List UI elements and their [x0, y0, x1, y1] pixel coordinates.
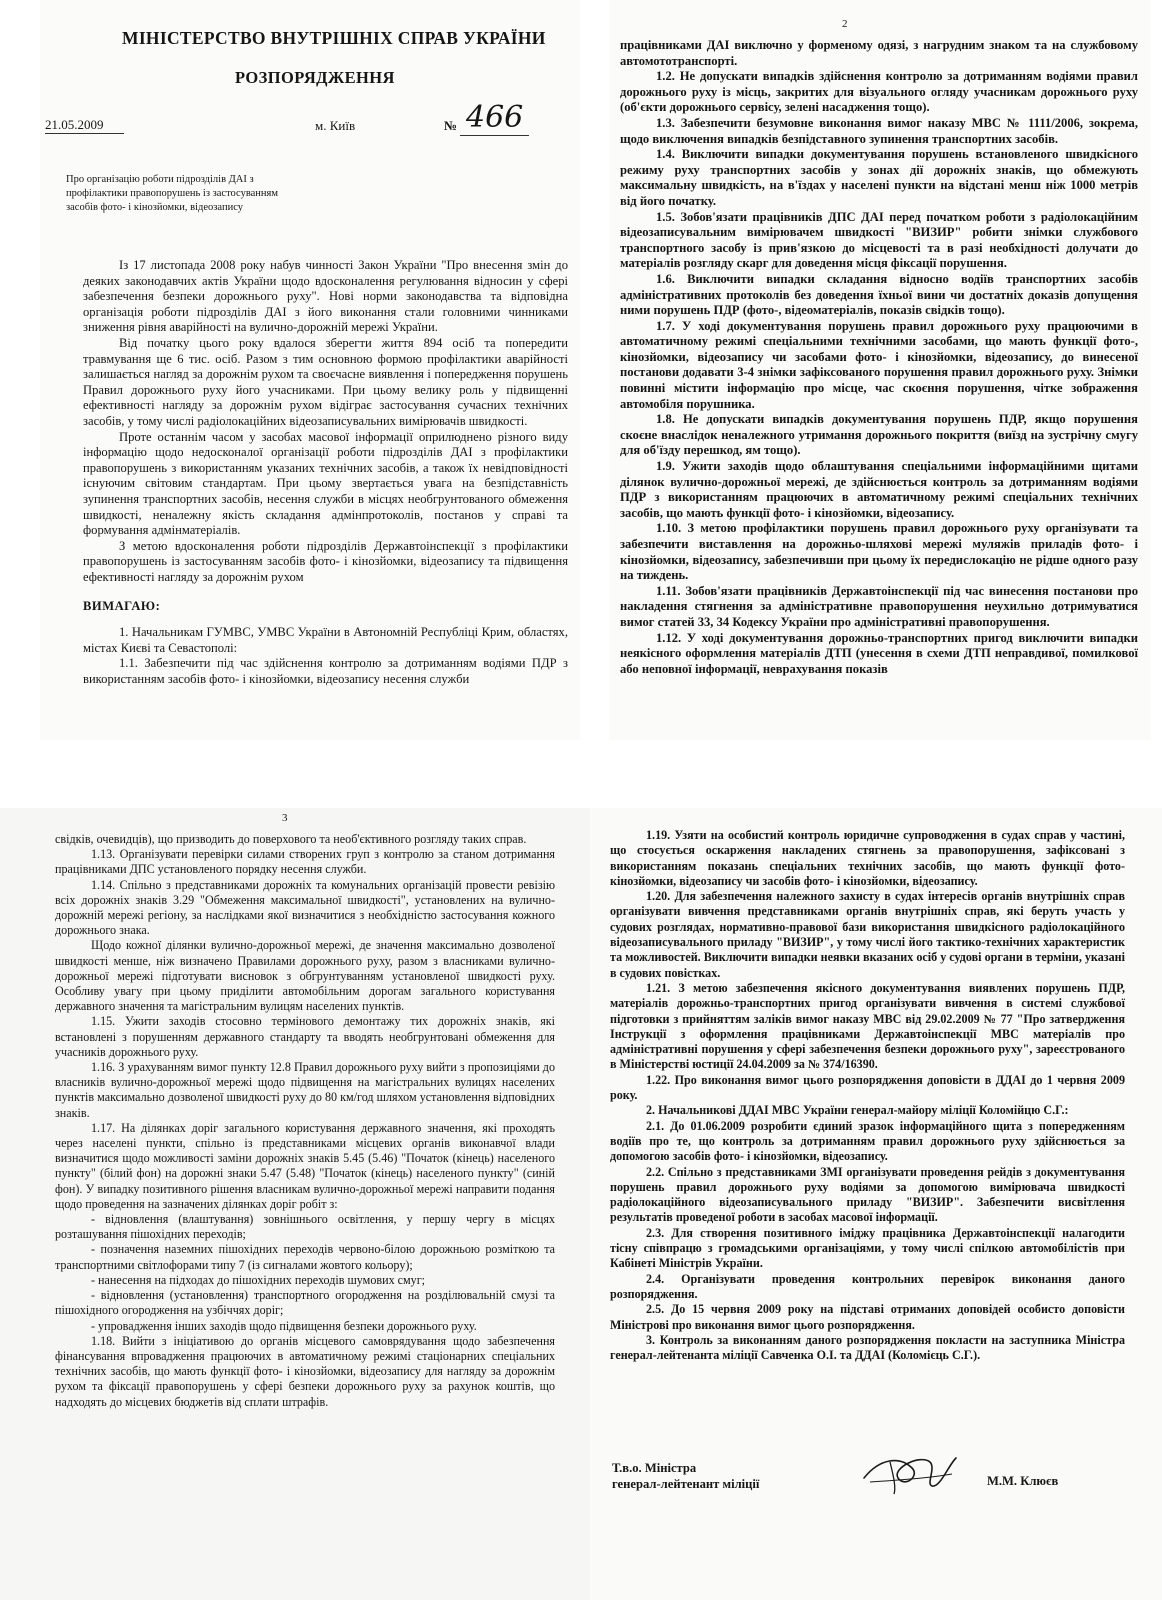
order-city: м. Київ: [315, 118, 356, 133]
paragraph: Щодо кожної ділянки вулично-дорожньої мережі, де значення максимально дозволеної швидкості менше, ніж визначено Правилами дорожнього руху, разом з власниками вулично-дорожньої мережі підготувати висновок з обгрунтуванням установленої швидкості руху. Особливу увагу при цьому приділити автомобільним дорогам загального користування державного значення та магістральним вулицям населених пунктів.: [55, 938, 555, 1014]
signature-mark: [860, 1448, 960, 1496]
paragraph: 3. Контроль за виконанням даного розпорядження покласти на заступника Міністра генерал-лейтенанта міліції Савченка О.І. та ДДАІ (Коломієць С.Г.).: [610, 1332, 1125, 1363]
page-number: 3: [282, 812, 288, 824]
page-3-body: [55, 832, 555, 1410]
paragraph: 2.1. До 01.06.2009 розробити єдиний зразок інформаційного щита з попередженням водіїв про те, що контроль за дотриманням правил дорожнього руху здійснюється за допомогою засобів фото- і кінозйомки, відеозапису.: [610, 1118, 1125, 1164]
signatory-position: [612, 1460, 759, 1492]
document-page-3: [0, 808, 590, 1600]
order-number-label: №: [444, 118, 458, 133]
paragraph: 2. Начальникові ДДАІ МВС України генерал-майору міліції Коломійцю С.Г.:: [646, 1103, 1069, 1118]
paragraph: 1.4. Виключити випадки документування порушень встановленого швидкісного режиму руху транспортних засобів у зонах дії дорожніх знаків, що обмежують максимальну швидкість, на в'їздах у населені пункти на відстані менш ніж 1000 метрів від його початку.: [620, 147, 1138, 208]
paragraph: 1.20. Для забезпечення належного захисту в судах інтересів органів внутрішніх справ організувати вивчення представниками органів внутрішніх справ, які беруть участь у судових розглядах, нормативно-правової бази використання швидкісного радіолокаційного відеозаписувального приладу "ВИЗИР", у тому числі його тактико-технічних характеристик та можливостей. Виключити випадки неявки вказаних осіб у судові органи в терміни, указані в судових повістках.: [610, 889, 1125, 980]
paragraph: Від початку цього року вдалося зберегти життя 894 осіб та попередити травмування ще 6 тис. осіб. Разом з тим основною формою профілактики аварійності залишається нагляд за дорожнім рухом та своєчасне виявлення і попередження порушень Правил дорожнього руху його учасниками. При цьому велику роль у підвищенні ефективності нагляду за дорожнім рухом відіграє застосування сучасних технічних засобів, у тому числі радіолокаційних відеозаписувальних вимірювачів швидкості.: [83, 335, 568, 428]
paragraph: 1.11. Зобов'язати працівників Державтоінспекції під час винесення постанови про накладення стягнення за адміністративне правопорушення неухильно дотримуватися вимог статей 33, 34 Кодексу України про адміністративні правопорушення.: [620, 583, 1138, 629]
document-page-4: [590, 808, 1162, 1600]
paragraph: 2.2. Спільно з представниками ЗМІ організувати проведення рейдів з документування порушень правил дорожнього руху водіями за допомогою вимірювача швидкості радіолокаційного відеозаписувального приладу "ВИЗИР". Забезпечити висвітлення результатів проведеної роботи в засобах масової інформації.: [610, 1164, 1125, 1225]
page-number: 2: [842, 18, 848, 30]
signatory-name: М.М. Клюєв: [987, 1474, 1059, 1488]
paragraph: 1.13. Організувати перевірки силами створених груп з контролю за станом дотримання працівниками ДПС установленого порядку несення служби.: [55, 847, 555, 877]
paragraph: 1.8. Не допускати випадків документування порушень ПДР, якщо порушення скоєне внаслідок неналежного утримання дорожнього покриття (виїзд на зустрічну смугу для об'їзду перешкод, ям тощо).: [620, 412, 1138, 458]
paragraph: свідків, очевидців), що призводить до поверхового та необ'єктивного розгляду таких справ.: [55, 832, 527, 846]
paragraph: 2.3. Для створення позитивного іміджу працівника Державтоінспекції налагодити тісну співпрацю з громадськими організаціями, у тому числі спілкою автомобілістів при Кабінеті Міністрів України.: [610, 1225, 1125, 1271]
page-1-body: [83, 258, 568, 687]
paragraph: 1.5. Зобов'язати працівників ДПС ДАІ перед початком роботи з радіолокаційним відеозаписувальним вимірювачем швидкості "ВИЗИР" робити знімки службового транспортного засобу із прив'язкою до місцевості та в разі необхідності долучати до матеріалів розгляду скарг для доведення місця фіксації порушення.: [620, 209, 1138, 271]
paragraph: 2.5. До 15 червня 2009 року на підставі отриманих доповідей особисто доповісти Міністрові про виконання вимог цього розпорядження.: [610, 1302, 1125, 1332]
document-page-1: [40, 0, 580, 740]
paragraph: 1.18. Вийти з ініціативою до органів місцевого самоврядування щодо забезпечення фінансування впровадження працюючих в автоматичному режимі стаціонарних спеціальних технічних засобів, що мають функції фото- і кінозйомки, відеозапису для нагляду за дорожнім рухом та фіксації правопорушень у сфері безпеки дорожнього руху за рахунок коштів, що надходять до місцевих бюджетів від сплати штрафів.: [55, 1333, 555, 1409]
page-2-body: [620, 38, 1138, 677]
paragraph: 1.19. Узяти на особистий контроль юридичне супроводження в судах справ у частині, що стосується оскарження накладених стягнень за правопорушення, зафіксовані з використанням показань спеціальних технічних засобів, що мають функції фото- кінозйомки, відеозапису чи засобів фото- і кінозйомки, відеозапису.: [610, 828, 1125, 888]
order-title: РОЗПОРЯДЖЕННЯ: [235, 68, 395, 87]
paragraph: 1.15. Ужити заходів стосовно термінового демонтажу тих дорожніх знаків, які встановлені з порушенням державного стандарту та вводять необгрунтовані обмеження для учасників дорожнього руху.: [55, 1014, 555, 1059]
order-date: 21.05.2009: [45, 117, 124, 134]
paragraph: 1. Начальникам ГУМВС, УМВС України в Автономній Республіці Крим, областях, містах Києві та Севастополі:: [83, 625, 568, 655]
paragraph: 2.4. Організувати проведення контрольних перевірок виконання даного розпорядження.: [610, 1271, 1125, 1301]
order-subject: Про організацію роботи підрозділів ДАІ з профілактики правопорушень із застосуванням засобів фото- і кінозйомки, відеозапису: [66, 174, 279, 213]
paragraph: 1.1. Забезпечити під час здійснення контролю за дотриманням водіями ПДР з використанням засобів фото- і кінозйомки, відеозапису несення служби: [83, 656, 568, 686]
page-4-body: [610, 828, 1125, 1363]
ministry-heading: МІНІСТЕРСТВО ВНУТРІШНІХ СПРАВ УКРАЇНИ: [122, 28, 546, 48]
paragraph: Проте останнім часом у засобах масової інформації оприлюднено різного виду інформацію щодо недосконалої організації роботи підрозділів ДАІ з профілактики правопорушень з використанням указаних технічних засобів, а також їх невідповідності існуючим світовим стандартам. При цьому звертається увага на безпідставність зупинення транспортних засобів, несення служби в місцях необгрунтованого обмеження швидкості, неналежну якість складання адмінпротоколів, постанов у справі та формування адмінматеріалів.: [83, 429, 568, 538]
signatory-rank: генерал-лейтенант міліції: [612, 1477, 760, 1491]
paragraph: 1.7. У ході документування порушень правил дорожнього руху працюючими в автоматичному режимі спеціальними технічними засобами, що мають функції фото-, кінозйомки, відеозапису чи засобами фото- і кінозйомки, відеозапису, до винесеної постанови додавати 3-4 знімки зафіксованого порушення правил дорожнього руху. Знімки повинні містити інформацію про місце, час скоєння порушення, чітке зображення автомобіля порушника.: [620, 318, 1138, 411]
paragraph: працівниками ДАІ виключно у форменому одязі, з нагрудним знаком та на службовому автомототранспорті.: [620, 38, 1138, 68]
list-item: - позначення наземних пішохідних переходів червоно-білою дорожньою розміткою та транспортними світлофорами типу 7 (із сигналами жовтого кольору);: [55, 1242, 555, 1272]
list-item: - упровадження інших заходів щодо підвищення безпеки дорожнього руху.: [91, 1318, 477, 1333]
paragraph: 1.21. З метою забезпечення якісного документування виявлених порушень ПДР, матеріалів дорожньо-транспортних пригод організувати вивчення в системі службової підготовки з прийняттям заліків вимог наказу МВС від 29.02.2009 № 77 "Про затвердження Інструкції з оформлення працівниками Державтоінспекції МВС матеріалів про адміністративні порушення у сфері забезпечення безпеки дорожнього руху", зареєстрованого в Міністерстві юстиції 24.04.2009 за № 374/16390.: [610, 980, 1125, 1072]
paragraph: 1.10. З метою профілактики порушень правил дорожнього руху організувати та забезпечити виставлення на дорожньо-шляхові мережі муляжів приладів фото- і кінозйомки, відеозапису, забезпечивши при цьому їх передислокацію не рідше одного разу на тиждень.: [620, 521, 1138, 583]
paragraph: З метою вдосконалення роботи підрозділів Державтоінспекції з профілактики правопорушень із застосуванням засобів фото- і кінозйомки, відеозапису та підвищення ефективності нагляду за дорожнім рухом: [83, 538, 568, 584]
paragraph: 1.6. Виключити випадки складання відносно водіїв транспортних засобів адміністративних протоколів без доведення їхньої вини чи достатніх доказів допущення ними порушень ПДР (фото-, відеоматеріалів, показів свідків тощо).: [620, 271, 1138, 318]
paragraph: 1.14. Спільно з представниками дорожніх та комунальних організацій провести ревізію всіх дорожніх знаків 3.29 "Обмеження максимальної швидкості", установлених на вулично-дорожній мережі регіону, за наслідками якої визначитися з необхідністю застосування кожного дорожнього знака.: [55, 877, 555, 938]
demand-heading: ВИМАГАЮ:: [83, 599, 161, 614]
paragraph: 1.16. З урахуванням вимог пункту 12.8 Правил дорожнього руху вийти з пропозиціями до власників вулично-дорожньої мережі щодо підвищення на магістральних вулицях населених пунктів максимально дозволеної швидкості руху до 80 км/год шляхом установлення відповідних знаків.: [55, 1060, 555, 1120]
list-item: - нанесення на підходах до пішохідних переходів шумових смуг;: [91, 1272, 426, 1287]
document-page-2: [610, 0, 1150, 740]
paragraph: Із 17 листопада 2008 року набув чинності Закон України "Про внесення змін до деяких законодавчих актів України щодо вдосконалення регулювання відносин у сфері забезпечення безпеки дорожнього руху". Нові норми законодавства та відповідна організація роботи підрозділів ДАІ з його виконання стали головними чинниками зниження рівня аварійності на вулично-дорожній мережі України.: [83, 258, 568, 335]
paragraph: 1.22. Про виконання вимог цього розпорядження доповісти в ДДАІ до 1 червня 2009 року.: [610, 1072, 1125, 1103]
paragraph: 1.9. Ужити заходів щодо облаштування спеціальними інформаційними щитами ділянок вулично-дорожньої мережі, де здійснюється контроль за дотриманням водіями ПДР з використанням працюючих в автоматичному режимі спеціальних технічних засобів, що мають функції фото- і кінозйомки, відеозапису.: [620, 459, 1138, 520]
paragraph: 1.12. У ході документування дорожньо-транспортних пригод виключити випадки неякісного оформлення матеріалів ДТП (унесення в схеми ДТП неправдивої, помилкової або неповної інформації, неврахування показів: [620, 630, 1138, 676]
order-number: 466: [460, 100, 529, 136]
list-item: - відновлення (влаштування) зовнішнього освітлення, у першу чергу в місцях розташування пішохідних переходів;: [55, 1212, 555, 1242]
paragraph: 1.17. На ділянках доріг загального користування державного значення, які проходять через населені пункти, спільно із представниками місцевих органів виконавчої влади визначитися щодо можливості заміни дорожніх знаків 5.45 (5.46) "Початок (кінець) населеного пункту" (білий фон) на дорожні знаки 5.47 (5.48) "Початок (кінець) населеного пункту" (синій фон). У випадку позитивного рішення власникам вулично-дорожньої мережі направити подання щодо проведення на зазначених ділянках доріг робіт з:: [55, 1120, 555, 1211]
paragraph: 1.2. Не допускати випадків здійснення контролю за дотриманням водіями правил дорожнього руху із місць, закритих для візуального огляду учасникам дорожнього руху (об'єкти дорожнього сервісу, зелені насадження тощо).: [620, 69, 1138, 115]
paragraph: 1.3. Забезпечити безумовне виконання вимог наказу МВС № 1111/2006, зокрема, щодо виключення випадків безпідставного зупинення транспортних засобів.: [620, 115, 1138, 146]
signatory-title: Т.в.о. Міністра: [612, 1461, 697, 1475]
list-item: - відновлення (установлення) транспортного огородження на розділювальній смузі та пішохідного огородження на узбіччях доріг;: [55, 1288, 555, 1318]
